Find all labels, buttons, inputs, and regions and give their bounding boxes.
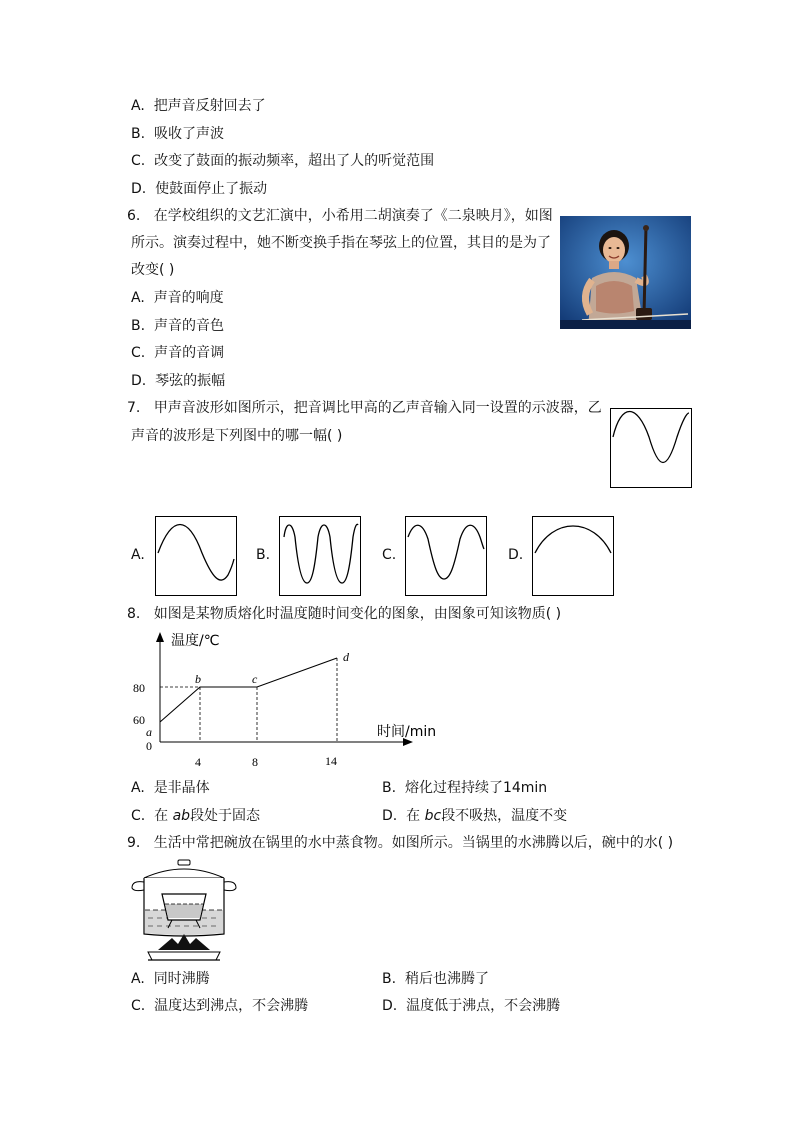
y-tick-80: 80: [133, 681, 145, 695]
option-text: 同时沸腾: [153, 971, 210, 987]
option-letter: B.: [382, 971, 397, 987]
q8-option-d: [382, 806, 567, 826]
erhu-performer-photo: [560, 216, 691, 329]
option-text: 使鼓面停止了振动: [155, 181, 268, 197]
q9-stem: [127, 833, 673, 853]
question-stem: 生活中常把碗放在锅里的水中蒸食物。如图所示。当锅里的水沸腾以后，碗中的水( ): [153, 835, 674, 851]
option-text: 熔化过程持续了14min: [404, 780, 548, 796]
q6-stem-line-1: [127, 206, 553, 226]
point-label-b: b: [195, 672, 201, 686]
q7-option-b-waveform: [279, 516, 361, 596]
x-tick-4: 4: [195, 755, 201, 769]
option-letter: B.: [131, 318, 146, 334]
x-tick-8: 8: [252, 755, 258, 769]
option-letter: C.: [131, 345, 146, 361]
option-letter: A.: [131, 290, 145, 306]
point-label-c: c: [252, 672, 258, 686]
point-label-d: d: [343, 650, 349, 664]
waveform-curve: [408, 525, 484, 579]
q7-option-c-waveform: [405, 516, 487, 596]
q7-stem-line-2: 声音的波形是下列图中的哪一幅( ): [131, 428, 343, 444]
q6-stem-line-2: 所示。演奏过程中，她不断变换手指在琴弦上的位置，其目的是为了: [131, 235, 551, 251]
segment-label: bc: [424, 808, 442, 824]
right-handle: [224, 882, 236, 891]
option-text: 吸收了声波: [153, 126, 224, 142]
option-text-post: 段处于固态: [190, 808, 261, 824]
left-handle: [132, 882, 144, 891]
q6-option-b: [131, 316, 224, 336]
option-letter: C.: [131, 808, 146, 824]
q7-option-c-label: C.: [382, 547, 397, 563]
question-number: 6.: [127, 208, 141, 224]
waveform-curve: [613, 412, 689, 463]
option-text: 是非晶体: [153, 780, 210, 796]
option-letter: C.: [131, 998, 146, 1014]
q7-option-a-waveform: [155, 516, 237, 596]
question-number: 7.: [127, 400, 141, 416]
burner-stand: [148, 952, 220, 960]
q8-option-b: [382, 778, 547, 798]
option-letter: D.: [131, 373, 147, 389]
melting-curve: [160, 658, 337, 722]
question-number: 9.: [127, 835, 141, 851]
q9-option-d: [382, 996, 560, 1016]
waveform-curve: [158, 525, 234, 581]
option-text: 温度低于沸点，不会沸腾: [406, 998, 561, 1014]
q7-option-d-waveform: [532, 516, 614, 596]
q8-option-c: [131, 806, 260, 826]
waveform-curve: [535, 526, 611, 553]
lid-knob: [178, 860, 190, 865]
question-stem: 在学校组织的文艺汇演中，小希用二胡演奏了《二泉映月》，如图: [153, 208, 553, 224]
q8-option-a: [131, 778, 210, 798]
question-stem: 如图是某物质熔化时温度随时间变化的图象，由图象可知该物质( ): [153, 606, 562, 622]
q9-option-c: [131, 996, 308, 1016]
q6-stem-line-3: 改变( ): [131, 262, 175, 278]
question-stem: 甲声音波形如图所示，把音调比甲高的乙声音输入同一设置的示波器，乙: [153, 400, 602, 416]
q6-option-d: [131, 371, 225, 391]
option-letter: D.: [382, 998, 398, 1014]
option-text: 琴弦的振幅: [155, 373, 226, 389]
y-axis-arrow: [156, 632, 164, 642]
q8-temperature-time-graph: [125, 628, 455, 776]
pot-lid: [144, 869, 224, 878]
q7-stem-line-1: [127, 398, 602, 418]
question-number: 8.: [127, 606, 141, 622]
q7-option-b-label: B.: [256, 547, 271, 563]
option-letter: B.: [382, 780, 397, 796]
x-tick-14: 14: [325, 754, 337, 768]
option-text-post: 段不吸热，温度不变: [441, 808, 568, 824]
q9-steamer-pot-diagram: [128, 858, 240, 962]
segment-label: ab: [172, 808, 191, 824]
option-text: 声音的响度: [153, 290, 224, 306]
q9-option-a: [131, 969, 210, 989]
q7-option-a-label: A.: [131, 547, 145, 563]
option-text-pre: 在: [154, 808, 169, 824]
option-letter: A.: [131, 780, 145, 796]
point-label-a: a: [146, 725, 152, 739]
q6-option-c: [131, 343, 224, 363]
y-tick-60: 60: [133, 713, 145, 727]
origin-label: 0: [146, 739, 152, 753]
q5-option-a: [131, 96, 266, 116]
y-axis-label: 温度/℃: [171, 633, 220, 649]
option-text: 温度达到沸点，不会沸腾: [154, 998, 309, 1014]
q7-reference-waveform: [610, 408, 692, 488]
option-letter: C.: [131, 153, 146, 169]
option-text: 声音的音调: [154, 345, 225, 361]
option-letter: B.: [131, 126, 146, 142]
option-letter: A.: [131, 98, 145, 114]
q5-option-c: [131, 151, 434, 171]
q6-option-a: [131, 288, 224, 308]
q5-option-d: [131, 179, 267, 199]
option-text: 改变了鼓面的振动频率，超出了人的听觉范围: [154, 153, 435, 169]
flame: [158, 934, 210, 950]
option-letter: A.: [131, 971, 145, 987]
option-text: 稍后也沸腾了: [404, 971, 489, 987]
q7-option-d-label: D.: [508, 547, 524, 563]
option-letter: D.: [382, 808, 398, 824]
option-text-pre: 在: [406, 808, 421, 824]
waveform-curve: [284, 524, 358, 583]
option-text: 声音的音色: [153, 318, 224, 334]
q9-option-b: [382, 969, 489, 989]
option-letter: D.: [131, 181, 147, 197]
x-axis-label: 时间/min: [377, 724, 437, 740]
q8-stem: [127, 604, 561, 624]
option-text: 把声音反射回去了: [153, 98, 266, 114]
q5-option-b: [131, 124, 224, 144]
